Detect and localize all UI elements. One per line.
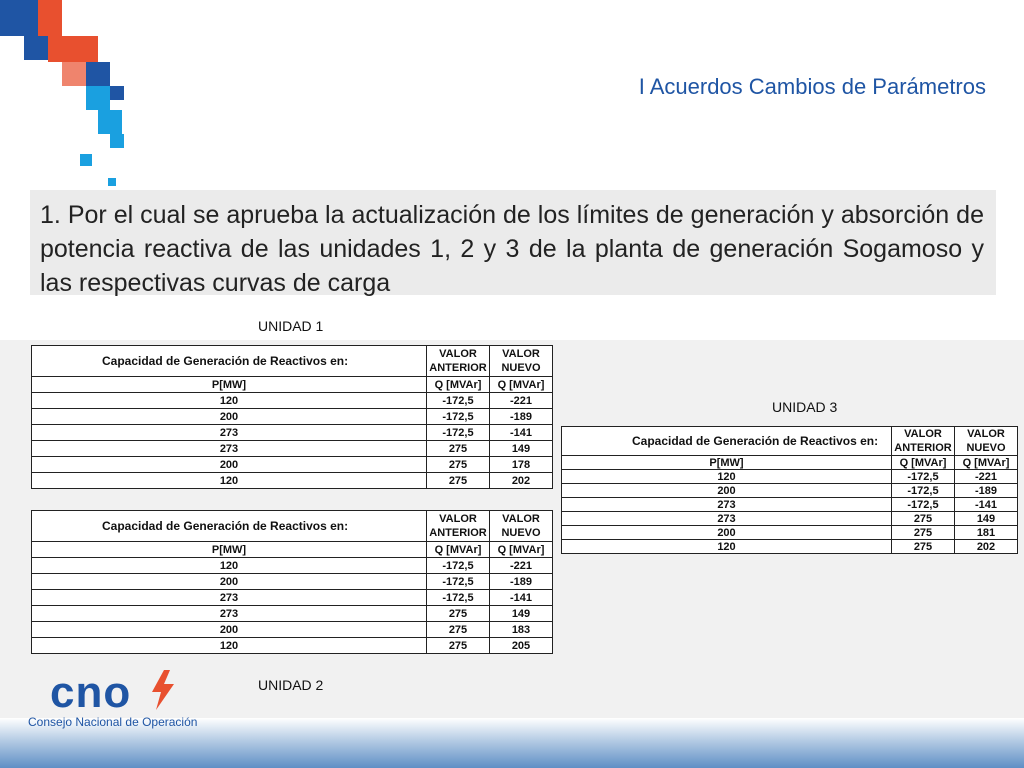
table-caption: Capacidad de Generación de Reactivos en: [32, 511, 427, 542]
q-new-value: 149 [490, 441, 553, 457]
p-value: 200 [32, 574, 427, 590]
unit-2-table [31, 510, 553, 654]
unit-3-table [561, 426, 1018, 554]
col-q-prev-header: Q [MVAr] [892, 456, 955, 470]
q-prev-value: -172,5 [427, 409, 490, 425]
q-new-value: 149 [490, 606, 553, 622]
q-new-value: 181 [955, 526, 1018, 540]
table-header-row [32, 346, 553, 377]
q-prev-value: -172,5 [427, 558, 490, 574]
prev-value-header [427, 346, 490, 377]
col-q-new-header: Q [MVAr] [955, 456, 1018, 470]
col-p-header: P[MW] [32, 542, 427, 558]
prev-value-line1: VALOR [439, 513, 477, 525]
p-value: 200 [562, 484, 892, 498]
table-row [562, 512, 1018, 526]
p-value: 273 [562, 498, 892, 512]
p-value: 120 [32, 558, 427, 574]
table-row [562, 470, 1018, 484]
col-p-header: P[MW] [562, 456, 892, 470]
q-new-value: 202 [955, 540, 1018, 554]
q-prev-value: -172,5 [427, 393, 490, 409]
prev-value-header [427, 511, 490, 542]
prev-value-line1: VALOR [439, 348, 477, 360]
table-row [32, 457, 553, 473]
q-new-value: 178 [490, 457, 553, 473]
table-row [32, 409, 553, 425]
col-q-new-header: Q [MVAr] [490, 542, 553, 558]
q-prev-value: 275 [427, 606, 490, 622]
p-value: 273 [32, 441, 427, 457]
table-caption: Capacidad de Generación de Reactivos en: [562, 427, 892, 456]
q-prev-value: 275 [892, 512, 955, 526]
q-prev-value: -172,5 [892, 484, 955, 498]
agreement-text: 1. Por el cual se aprueba la actualización de los límites de generación y absorción de potencia reactiva de las unidades 1, 2 y 3 de la planta de generación Sogamoso y las respectivas curvas de carga [40, 201, 984, 297]
q-new-value: -141 [955, 498, 1018, 512]
table-row [562, 526, 1018, 540]
agreement-text-box [30, 190, 996, 295]
q-new-value: -221 [955, 470, 1018, 484]
new-value-line1: VALOR [967, 428, 1005, 440]
unit-2-label: UNIDAD 2 [258, 677, 324, 693]
new-value-line2: NUEVO [501, 527, 541, 539]
p-value: 200 [32, 409, 427, 425]
q-prev-value: -172,5 [892, 470, 955, 484]
table-caption: Capacidad de Generación de Reactivos en: [32, 346, 427, 377]
new-value-line1: VALOR [502, 348, 540, 360]
q-prev-value: 275 [892, 540, 955, 554]
q-prev-value: -172,5 [892, 498, 955, 512]
table-header-row [562, 427, 1018, 456]
q-new-value: 149 [955, 512, 1018, 526]
unit-1-table [31, 345, 553, 489]
q-prev-value: 275 [427, 638, 490, 654]
p-value: 200 [32, 457, 427, 473]
table-row [32, 473, 553, 489]
p-value: 273 [32, 590, 427, 606]
p-value: 273 [32, 425, 427, 441]
q-new-value: 205 [490, 638, 553, 654]
table-row [32, 622, 553, 638]
table-row [32, 606, 553, 622]
prev-value-line2: ANTERIOR [429, 527, 487, 539]
p-value: 200 [562, 526, 892, 540]
table-row [32, 574, 553, 590]
unit-1-label: UNIDAD 1 [258, 318, 324, 334]
table-row [32, 590, 553, 606]
prev-value-header [892, 427, 955, 456]
q-prev-value: 275 [427, 441, 490, 457]
q-prev-value: -172,5 [427, 574, 490, 590]
col-q-prev-header: Q [MVAr] [427, 377, 490, 393]
table-row [32, 425, 553, 441]
new-value-header [490, 346, 553, 377]
q-new-value: -189 [490, 574, 553, 590]
page-title: I Acuerdos Cambios de Parámetros [638, 74, 986, 99]
p-value: 200 [32, 622, 427, 638]
q-prev-value: 275 [427, 622, 490, 638]
q-prev-value: 275 [892, 526, 955, 540]
table-row [32, 393, 553, 409]
q-new-value: -189 [490, 409, 553, 425]
q-new-value: -141 [490, 425, 553, 441]
p-value: 273 [562, 512, 892, 526]
logo-subtitle: Consejo Nacional de Operación [28, 715, 198, 729]
q-prev-value: -172,5 [427, 425, 490, 441]
prev-value-line1: VALOR [904, 428, 942, 440]
p-value: 120 [32, 638, 427, 654]
p-value: 120 [32, 473, 427, 489]
table-row [562, 540, 1018, 554]
new-value-line2: NUEVO [501, 362, 541, 374]
table-header-row [32, 511, 553, 542]
prev-value-line2: ANTERIOR [429, 362, 487, 374]
p-value: 120 [562, 470, 892, 484]
col-p-header: P[MW] [32, 377, 427, 393]
table-row [562, 484, 1018, 498]
col-q-prev-header: Q [MVAr] [427, 542, 490, 558]
table-subheader-row [32, 377, 553, 393]
q-new-value: -189 [955, 484, 1018, 498]
new-value-line2: NUEVO [966, 442, 1006, 454]
q-prev-value: 275 [427, 473, 490, 489]
q-prev-value: 275 [427, 457, 490, 473]
logo-wordmark: cno [50, 668, 132, 717]
q-new-value: 183 [490, 622, 553, 638]
table-subheader-row [32, 542, 553, 558]
p-value: 273 [32, 606, 427, 622]
q-new-value: -221 [490, 558, 553, 574]
q-prev-value: -172,5 [427, 590, 490, 606]
table-row [32, 638, 553, 654]
p-value: 120 [32, 393, 427, 409]
unit-3-label: UNIDAD 3 [772, 399, 838, 415]
lightning-icon [148, 670, 176, 710]
new-value-line1: VALOR [502, 513, 540, 525]
table-row [32, 558, 553, 574]
new-value-header [955, 427, 1018, 456]
table-row [562, 498, 1018, 512]
q-new-value: -221 [490, 393, 553, 409]
table-row [32, 441, 553, 457]
q-new-value: 202 [490, 473, 553, 489]
q-new-value: -141 [490, 590, 553, 606]
prev-value-line2: ANTERIOR [894, 442, 952, 454]
table-subheader-row [562, 456, 1018, 470]
new-value-header [490, 511, 553, 542]
p-value: 120 [562, 540, 892, 554]
col-q-new-header: Q [MVAr] [490, 377, 553, 393]
